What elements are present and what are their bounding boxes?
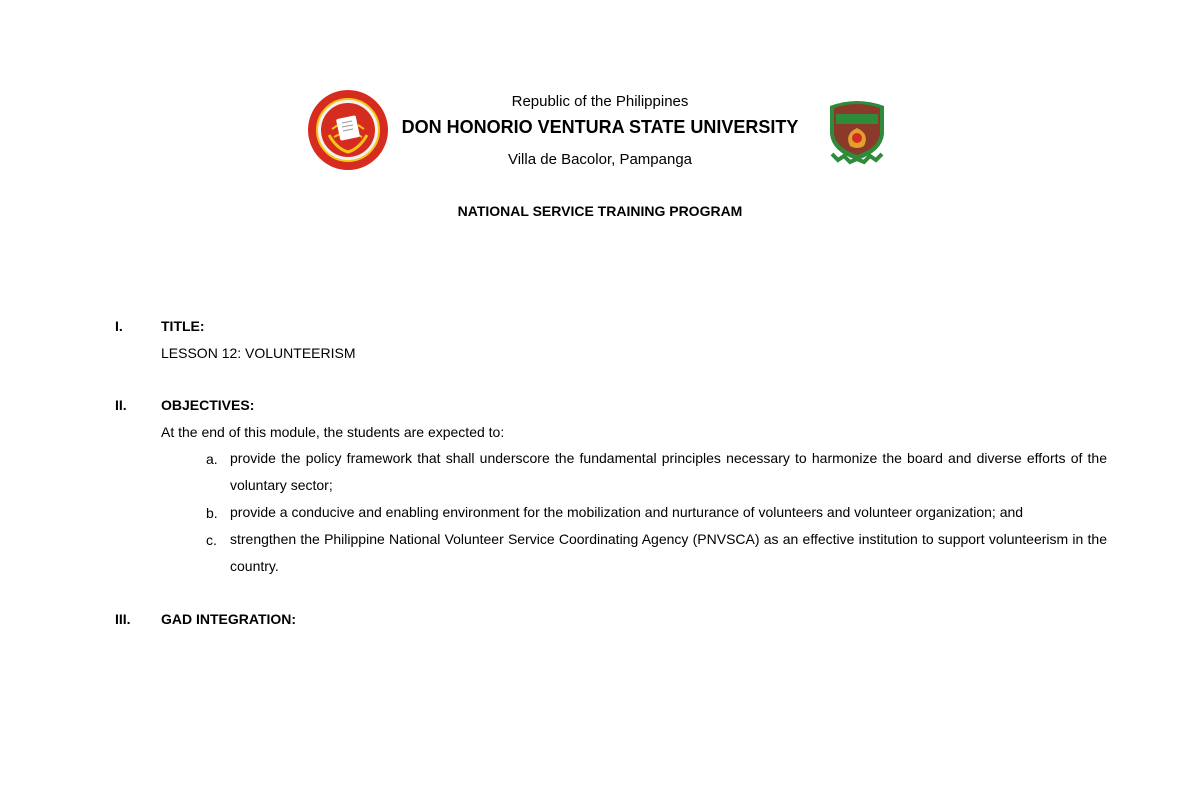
objective-letter: b. <box>206 505 218 521</box>
objectives-intro: At the end of this module, the students are expected to: <box>161 424 505 440</box>
section-number: I. <box>115 318 123 334</box>
objective-text: strengthen the Philippine National Volunteer Service Coordinating Agency (PNVSCA) as an effective institution to support volunteerism in the country. <box>230 531 1107 574</box>
objective-letter: a. <box>206 451 218 467</box>
objective-letter: c. <box>206 532 217 548</box>
objective-text: provide a conducive and enabling environment for the mobilization and nurturance of volunteers and volunteer organization; and <box>230 504 1024 520</box>
university-address: Villa de Bacolor, Pampanga <box>507 151 692 168</box>
section-number: III. <box>115 611 131 627</box>
section-number: II. <box>115 397 127 413</box>
objective-text: provide the policy framework that shall underscore the fundamental principles necessary to harmonize the board and diverse efforts of the voluntary sector; <box>230 450 1107 493</box>
lesson-title: LESSON 12: VOLUNTEERISM <box>161 345 356 361</box>
program-title: NATIONAL SERVICE TRAINING PROGRAM <box>457 203 743 219</box>
university-name: DON HONORIO VENTURA STATE UNIVERSITY <box>401 117 799 137</box>
section-title: GAD INTEGRATION: <box>161 611 297 627</box>
section-title: TITLE: <box>161 318 205 334</box>
section-title: OBJECTIVES: <box>161 397 255 413</box>
republic-line: Republic of the Philippines <box>511 93 689 110</box>
